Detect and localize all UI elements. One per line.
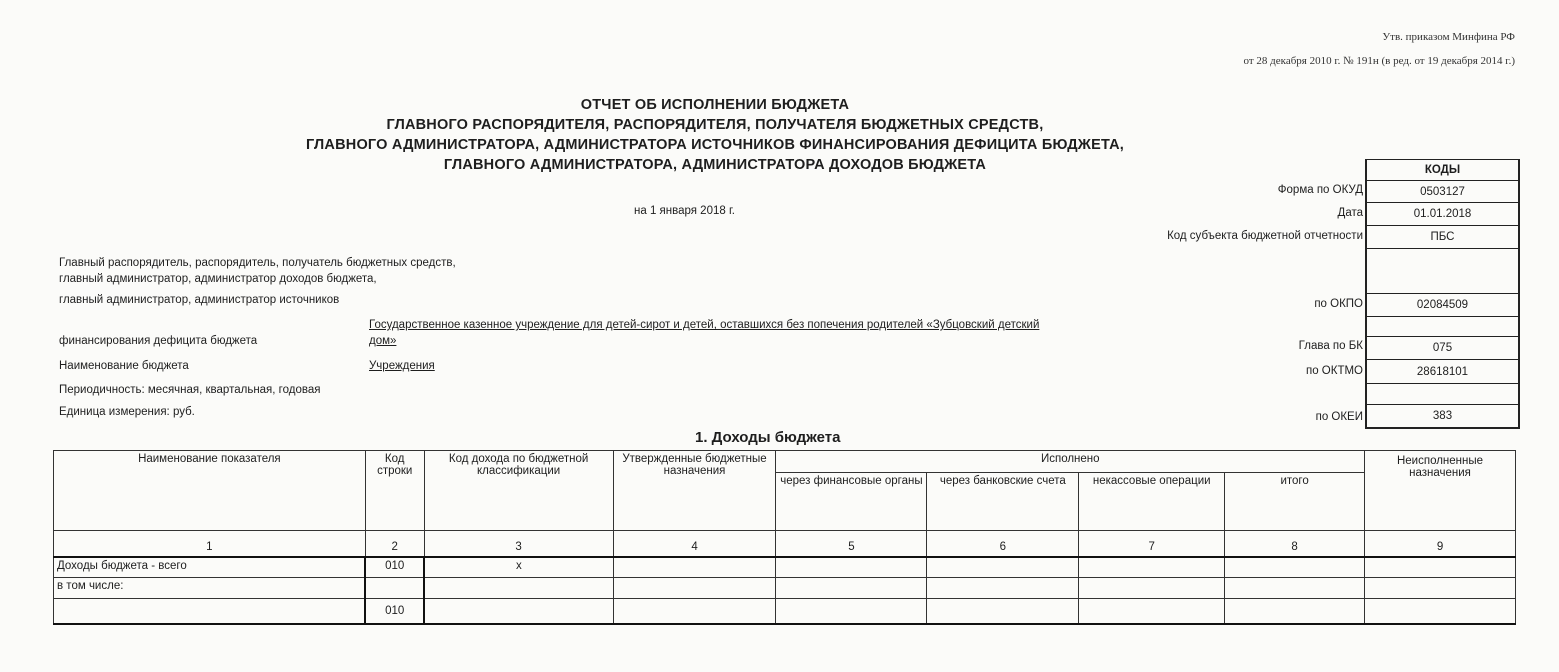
okei-value: 383: [1367, 404, 1518, 427]
col-header-fin-organs: через финансовые органы: [776, 473, 927, 531]
cell: [1365, 599, 1516, 624]
col-header-noncash: некассовые операции: [1079, 473, 1225, 531]
col-num: 2: [365, 531, 424, 557]
report-title-line-4: ГЛАВНОГО АДМИНИСТРАТОРА, АДМИНИСТРАТОРА ДОХОДОВ БЮДЖЕТА: [443, 157, 987, 173]
budget-value: Учреждения: [369, 360, 435, 372]
subject-code-label: Код субъекта бюджетной отчетности: [1167, 230, 1363, 242]
cell: [776, 578, 927, 599]
date-value: 01.01.2018: [1367, 202, 1518, 225]
glava-label: Глава по БК: [1298, 340, 1363, 352]
subject-code-value: ПБС: [1367, 225, 1518, 248]
cell: [776, 599, 927, 624]
cell: [1079, 557, 1225, 578]
row-code: 010: [365, 599, 424, 624]
cell: [1225, 599, 1365, 624]
col-header-income-code: Код дохода по бюджетной классификации: [424, 451, 613, 531]
col-header-unexecuted: Неисполненные назначения: [1365, 451, 1516, 531]
row-code: 010: [365, 557, 424, 578]
cell: [1079, 578, 1225, 599]
row-income-code: x: [424, 557, 613, 578]
income-table: [53, 450, 1516, 625]
report-title-line-2: ГЛАВНОГО РАСПОРЯДИТЕЛЯ, РАСПОРЯДИТЕЛЯ, ПОЛУЧАТЕЛЯ БЮДЖЕТНЫХ СРЕДСТВ,: [386, 117, 1044, 133]
row-code: [365, 578, 424, 599]
periodicity: Периодичность: месячная, квартальная, годовая: [59, 384, 321, 396]
codes-box: [1365, 159, 1520, 429]
row-name: [54, 599, 366, 624]
okud-label: Форма по ОКУД: [1277, 184, 1363, 196]
okei-label: по ОКЕИ: [1315, 411, 1363, 423]
col-num: 7: [1079, 531, 1225, 557]
report-date: на 1 января 2018 г.: [634, 205, 735, 217]
cell: [927, 557, 1079, 578]
okpo-label: по ОКПО: [1314, 298, 1363, 310]
oktmo-value: 28618101: [1367, 359, 1518, 383]
unit-of-measure: Единица измерения: руб.: [59, 406, 195, 418]
col-num: 5: [776, 531, 927, 557]
report-title-line-3: ГЛАВНОГО АДМИНИСТРАТОРА, АДМИНИСТРАТОРА ИСТОЧНИКОВ ФИНАНСИРОВАНИЯ ДЕФИЦИТА БЮДЖЕТА,: [306, 137, 1124, 153]
approval-line-2: от 28 декабря 2010 г. № 191н (в ред. от 19 декабря 2014 г.): [1243, 55, 1515, 67]
row-income-code: [424, 599, 613, 624]
row-income-code: [424, 578, 613, 599]
section-title: 1. Доходы бюджета: [695, 429, 841, 446]
header-line-3: главный администратор, администратор источников: [59, 294, 340, 306]
okud-value: 0503127: [1367, 180, 1518, 202]
col-header-name: Наименование показателя: [54, 451, 366, 531]
col-num: 9: [1365, 531, 1516, 557]
cell: [927, 599, 1079, 624]
header-line-4: финансирования дефицита бюджета: [59, 335, 258, 347]
header-line-2: главный администратор, администратор доходов бюджета,: [59, 273, 377, 285]
col-num: 4: [613, 531, 776, 557]
col-header-bank-accounts: через банковские счета: [927, 473, 1079, 531]
col-header-total: итого: [1225, 473, 1365, 531]
cell: [1365, 578, 1516, 599]
cell: [1079, 599, 1225, 624]
header-line-1: Главный распорядитель, распорядитель, получатель бюджетных средств,: [59, 257, 456, 269]
oktmo-label: по ОКТМО: [1305, 365, 1363, 377]
organization-name-line-2: дом»: [369, 335, 397, 347]
okpo-value: 02084509: [1367, 293, 1518, 316]
budget-label: Наименование бюджета: [59, 360, 189, 372]
glava-value: 075: [1367, 336, 1518, 359]
organization-name: Государственное казенное учреждение для детей-сирот и детей, оставшихся без попечения родителей «Зубцовский детский: [369, 319, 1040, 331]
col-num: 6: [927, 531, 1079, 557]
col-num: 8: [1225, 531, 1365, 557]
cell: [776, 557, 927, 578]
date-label: Дата: [1337, 207, 1363, 219]
cell: [613, 557, 776, 578]
row-name: в том числе:: [54, 578, 366, 599]
col-num: 1: [54, 531, 366, 557]
cell: [1225, 578, 1365, 599]
empty-code-cell-2: [1367, 316, 1518, 336]
cell: [927, 578, 1079, 599]
cell: [613, 599, 776, 624]
col-header-approved: Утвержденные бюджетные назначения: [613, 451, 776, 531]
report-title: ОТЧЕТ ОБ ИСПОЛНЕНИИ БЮДЖЕТА: [580, 97, 850, 113]
col-num: 3: [424, 531, 613, 557]
col-header-code: Код строки: [365, 451, 424, 531]
cell: [1225, 557, 1365, 578]
empty-code-cell: [1367, 248, 1518, 293]
cell: [613, 578, 776, 599]
empty-code-cell-3: [1367, 383, 1518, 404]
row-name: Доходы бюджета - всего: [54, 557, 366, 578]
codes-header: КОДЫ: [1424, 164, 1461, 176]
approval-line-1: Утв. приказом Минфина РФ: [1382, 31, 1515, 43]
cell: [1365, 557, 1516, 578]
col-header-executed: Исполнено: [776, 451, 1365, 473]
